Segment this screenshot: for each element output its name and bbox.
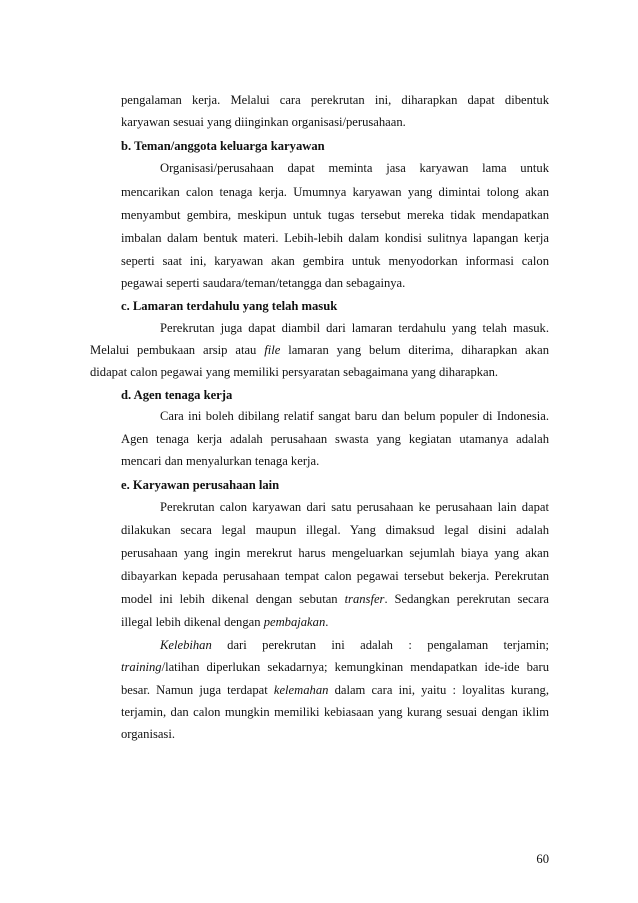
section-heading-e: e. Karyawan perusahaan lain xyxy=(121,478,280,492)
italic-term-training: training xyxy=(121,660,162,674)
text-run: model ini lebih dikenal dengan sebutan xyxy=(121,592,345,606)
text-line xyxy=(121,591,549,607)
text-run: illegal lebih dikenal dengan xyxy=(121,615,264,629)
text-run: Melalui pembukaan arsip atau xyxy=(90,343,265,357)
text-line: organisasi. xyxy=(121,727,175,741)
text-line: menyambut gembira, meskipun untuk tugas tersebut mereka tidak mendapatkan xyxy=(121,208,549,222)
text-line: mencarikan calon tenaga kerja. Umumnya karyawan yang dimintai tolong akan xyxy=(121,185,549,199)
section-heading-d: d. Agen tenaga kerja xyxy=(121,388,233,402)
text-line: pegawai seperti saudara/teman/tetangga dan sebagainya. xyxy=(121,276,406,290)
text-line xyxy=(160,637,549,653)
text-line: terjamin, dan calon mungkin memiliki kebiasaan yang kurang sesuai dengan iklim xyxy=(121,705,549,719)
text-line: mencari dan menyalurkan tenaga kerja. xyxy=(121,454,320,468)
section-heading-b: b. Teman/anggota keluarga karyawan xyxy=(121,139,325,153)
text-run: /latihan diperlukan sekadarnya; kemungkinan mendapatkan ide-ide baru xyxy=(161,660,549,674)
text-run: besar. Namun juga terdapat xyxy=(121,683,274,697)
text-line xyxy=(121,614,328,630)
italic-term-transfer: transfer xyxy=(344,592,385,606)
text-line: Perekrutan calon karyawan dari satu perusahaan ke perusahaan lain dapat xyxy=(160,500,549,514)
section-heading-c: c. Lamaran terdahulu yang telah masuk xyxy=(121,299,338,313)
text-line xyxy=(90,342,549,358)
page-number: 60 xyxy=(536,852,549,866)
text-line: dibayarkan kepada perusahaan tempat calon pegawai tersebut bekerja. Perekrutan xyxy=(121,569,549,583)
text-line: Perekrutan juga dapat diambil dari lamaran terdahulu yang telah masuk. xyxy=(160,321,549,335)
text-line xyxy=(121,659,549,675)
text-line: pengalaman kerja. Melalui cara perekrutan ini, diharapkan dapat dibentuk xyxy=(121,93,549,107)
text-line: Agen tenaga kerja adalah perusahaan swasta yang kegiatan utamanya adalah xyxy=(121,432,549,446)
text-run: . Sedangkan perekrutan secara xyxy=(384,592,550,606)
text-line xyxy=(121,682,549,698)
italic-term-kelebihan: Kelebihan xyxy=(160,638,212,652)
text-line: Organisasi/perusahaan dapat meminta jasa karyawan lama untuk xyxy=(160,161,549,175)
text-run: dari perekrutan ini adalah : pengalaman terjamin; xyxy=(211,638,549,652)
text-line: perusahaan yang ingin merekrut harus mengeluarkan sejumlah biaya yang akan xyxy=(121,546,549,560)
text-line: dilakukan secara legal maupun illegal. Yang dimaksud legal disini adalah xyxy=(121,523,549,537)
italic-term-file: file xyxy=(264,343,281,357)
text-line: didapat calon pegawai yang memiliki persyaratan sebagaimana yang diharapkan. xyxy=(90,365,499,379)
text-line: karyawan sesuai yang diinginkan organisasi/perusahaan. xyxy=(121,115,406,129)
text-run: dalam cara ini, yaitu : loyalitas kurang, xyxy=(328,683,550,697)
text-line: imbalan dalam bentuk materi. Lebih-lebih dalam kondisi sulitnya lapangan kerja xyxy=(121,231,549,245)
text-run: . xyxy=(325,615,329,629)
text-line: seperti saat ini, karyawan akan gembira untuk menyodorkan informasi calon xyxy=(121,254,549,268)
text-run: lamaran yang belum diterima, diharapkan akan xyxy=(280,343,549,357)
italic-term-kelemahan: kelemahan xyxy=(273,683,329,697)
italic-term-pembajakan: pembajakan xyxy=(263,615,326,629)
text-line: Cara ini boleh dibilang relatif sangat baru dan belum populer di Indonesia. xyxy=(160,409,549,423)
